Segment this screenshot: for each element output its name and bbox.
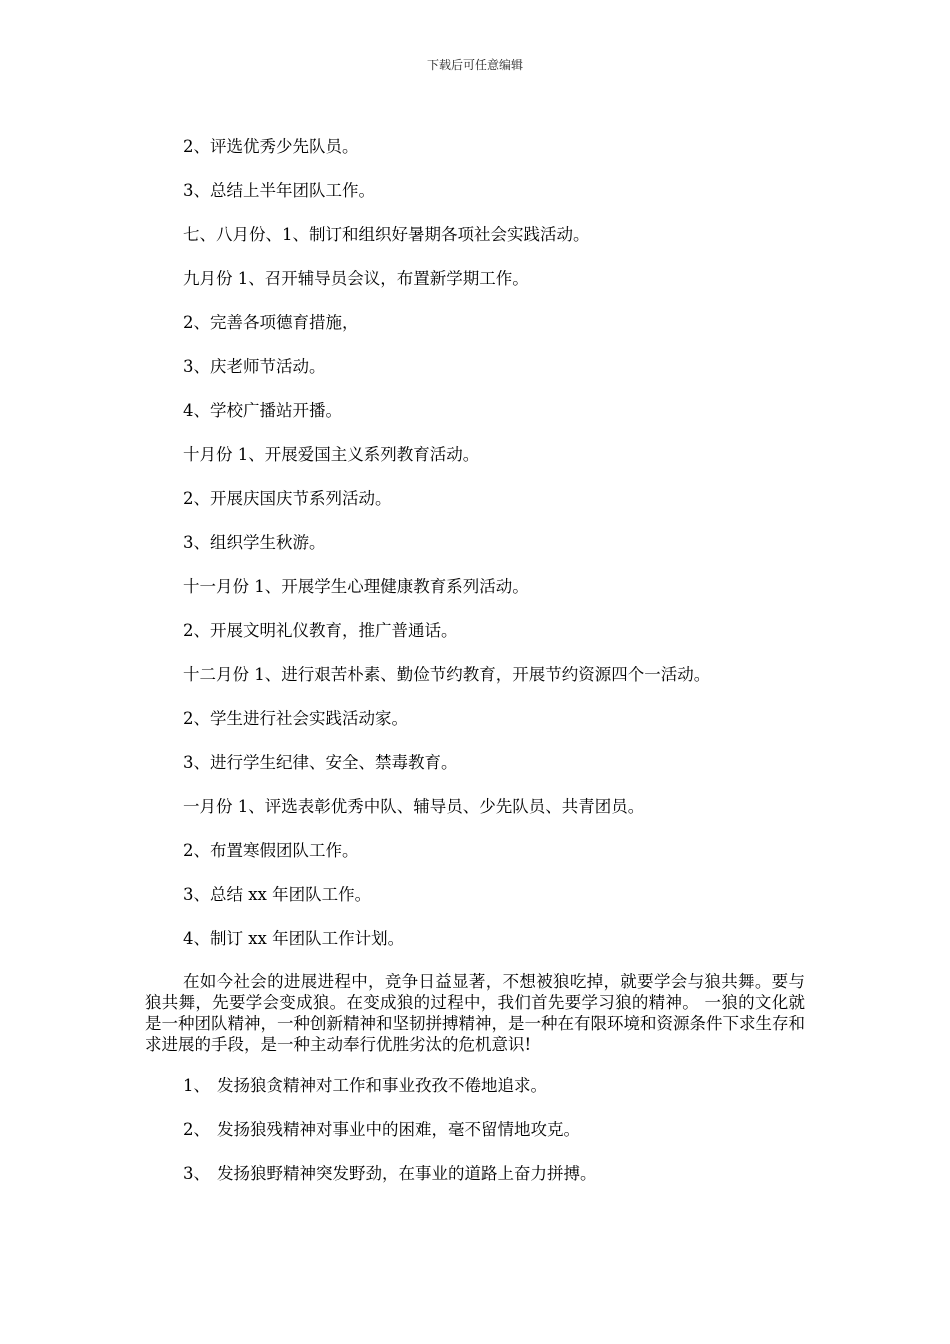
plan-line: 十一月份 1、开展学生心理健康教育系列活动。 bbox=[183, 577, 529, 596]
plan-line: 3、组织学生秋游。 bbox=[183, 533, 326, 552]
wolf-item bbox=[183, 1074, 805, 1098]
plan-line: 2、开展庆国庆节系列活动。 bbox=[183, 489, 392, 508]
plan-line: 一月份 1、评选表彰优秀中队、辅导员、少先队员、共青团员。 bbox=[183, 797, 645, 816]
wolf-item bbox=[183, 1118, 805, 1142]
wolf-item-text: 发扬狼残精神对事业中的困难，毫不留情地攻克。 bbox=[217, 1120, 580, 1139]
plan-line: 3、总结 xx 年团队工作。 bbox=[183, 885, 372, 904]
wolf-spirit-paragraph: 在如今社会的进展进程中，竞争日益显著，不想被狼吃掉，就要学会与狼共舞。要与狼共舞，先要学会变成狼。在变成狼的过程中，我们首先要学习狼的精神。 一狼的文化就是一种团队精神，一种创新精神和坚韧拼搏精神，是一种在有限环境和资源条件下求生存和求进展的手段，是一种主动奉行优胜劣汰的危机意识! bbox=[145, 972, 805, 1054]
plan-line: 2、完善各项德育措施， bbox=[183, 313, 359, 332]
wolf-item-number: 1、 bbox=[183, 1076, 210, 1095]
plan-line: 十二月份 1、进行艰苦朴素、勤俭节约教育，开展节约资源四个一活动。 bbox=[183, 665, 711, 684]
wolf-item-text: 发扬狼贪精神对工作和事业孜孜不倦地追求。 bbox=[217, 1076, 547, 1095]
plan-line: 九月份 1、召开辅导员会议，布置新学期工作。 bbox=[183, 269, 529, 288]
wolf-item-number: 2、 bbox=[183, 1120, 210, 1139]
page-header: 下载后可任意编辑 bbox=[426, 58, 523, 72]
plan-line: 七、八月份、1、制订和组织好暑期各项社会实践活动。 bbox=[183, 225, 590, 244]
plan-line: 3、总结上半年团队工作。 bbox=[183, 181, 375, 200]
wolf-item-text: 发扬狼野精神突发野劲，在事业的道路上奋力拼搏。 bbox=[217, 1164, 597, 1183]
plan-line: 3、庆老师节活动。 bbox=[183, 357, 326, 376]
plan-line: 2、开展文明礼仪教育，推广普通话。 bbox=[183, 621, 458, 640]
document-body bbox=[145, 135, 805, 1206]
plan-line: 2、评选优秀少先队员。 bbox=[183, 137, 359, 156]
wolf-item bbox=[183, 1162, 805, 1186]
plan-line: 十月份 1、开展爱国主义系列教育活动。 bbox=[183, 445, 480, 464]
wolf-item-number: 3、 bbox=[183, 1164, 210, 1183]
plan-line: 4、学校广播站开播。 bbox=[183, 401, 342, 420]
plan-line: 4、制订 xx 年团队工作计划。 bbox=[183, 929, 405, 948]
plan-line: 2、布置寒假团队工作。 bbox=[183, 841, 359, 860]
plan-line: 3、进行学生纪律、安全、禁毒教育。 bbox=[183, 753, 458, 772]
plan-line: 2、学生进行社会实践活动家。 bbox=[183, 709, 408, 728]
